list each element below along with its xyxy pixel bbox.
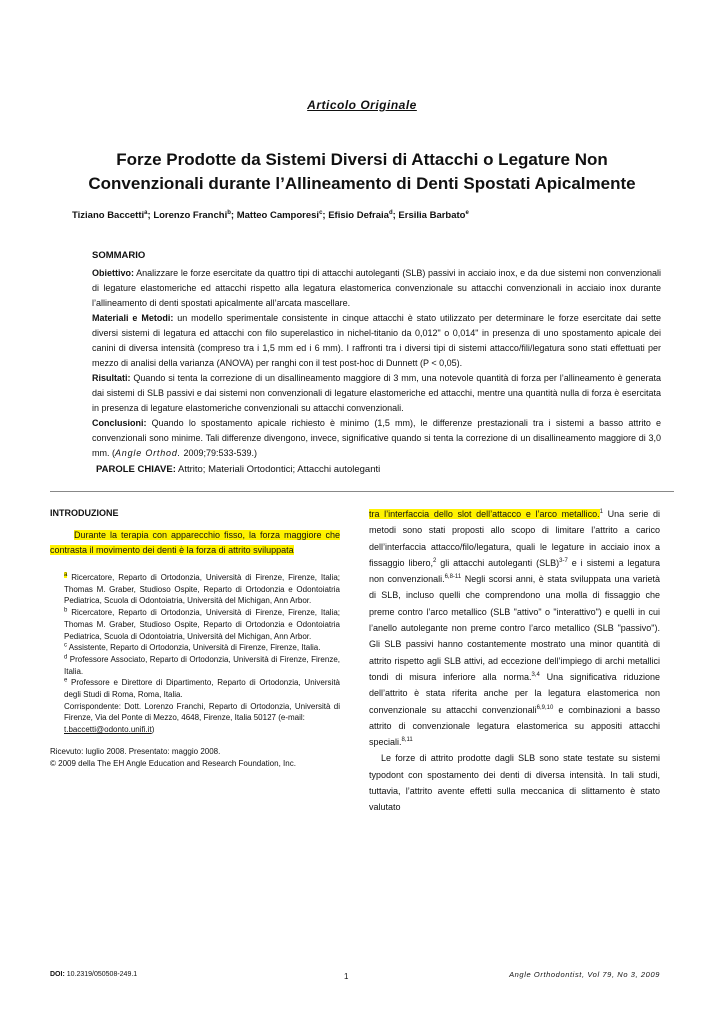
email-link[interactable]: t.baccetti@odonto.unifi.it: [64, 725, 152, 735]
title-line-2: Convenzionali durante l’Allineamento di Denti Spostati Apicalmente: [88, 174, 636, 193]
copyright-notice: © 2009 della The EH Angle Education and Research Foundation, Inc.: [50, 758, 296, 768]
introduction-body: [50, 528, 340, 558]
corresponding-end: ): [151, 725, 155, 735]
author-affiliation-mark: d: [388, 209, 393, 216]
author-name: Matteo Camporesi: [236, 210, 320, 221]
affiliation-mark: c: [64, 642, 67, 649]
author-affiliation-mark: a: [144, 209, 148, 216]
introduction-continued: [369, 506, 660, 816]
results-label: Risultati:: [92, 373, 131, 383]
affiliation-mark: d: [64, 654, 68, 661]
footer-journal: Angle Orthodontist, Vol 79, No 3, 2009: [509, 970, 660, 979]
citation-ref: 2: [432, 557, 437, 564]
introduction-heading: INTRODUZIONE: [50, 508, 119, 518]
author-name: Ersilia Barbato: [398, 210, 466, 221]
keywords-text: Attrito; Materiali Ortodontici; Attacchi autoleganti: [175, 464, 381, 475]
body-text: gli attacchi autoleganti (SLB): [436, 557, 560, 568]
author-name: Tiziano Baccetti: [72, 210, 145, 221]
citation-details: 2009;79:533-539.): [180, 448, 257, 458]
body-text: e i sistemi a legatura non convenzionali.: [369, 557, 660, 585]
corresponding-text: Corrispondente: Dott. Lorenzo Franchi, Reparto di Ortodonzia, Università di Firenze, Via del Ponte di Mezzo, 4648, Firenze, Italia 50127 (e-mail:: [64, 701, 340, 723]
section-divider: [50, 491, 674, 492]
title-line-1: Forze Prodotte da Sistemi Diversi di Attacchi o Legature Non: [116, 150, 608, 169]
conclusions-label: Conclusioni:: [92, 418, 147, 428]
affiliation-text: Assistente, Reparto di Ortodonzia, Università di Firenze, Firenze, Italia.: [67, 643, 321, 653]
citation-journal: Angle Orthod.: [115, 448, 181, 458]
body-text: Negli scorsi anni, è stata sviluppata una varietà di SLB, incluso quelli che comprendono una molla di fissaggio che preme contro l’arco metallico (SLB "attivo" o "interattivo") e quelli in cui l’anello autolegante non preme contro l’arco metallico (SLB "passivo"). Gli SLB passivi hanno costantemente mostrato una minor quantità di attrito rispetto agli SLB attivi, ad eccezione dell’impiego di archi metallici tondi di misura inferiore alla norma.: [369, 574, 660, 682]
corresponding-author: [50, 701, 340, 736]
doi-value: 10.2319/050508-249.1: [64, 971, 138, 978]
author-separator: ;: [230, 210, 237, 221]
citation-ref: 6,9,10: [536, 704, 554, 711]
author-affiliation-mark: c: [319, 209, 323, 216]
citation-ref: 3-7: [559, 557, 568, 564]
abstract-body: [92, 266, 661, 461]
highlighted-text: tra l’interfaccia dello slot dell’attacco e l’arco metallico.: [369, 509, 600, 519]
author-separator: ;: [147, 210, 154, 221]
affiliation-b: [50, 607, 340, 642]
author-name: Efisio Defraia: [328, 210, 389, 221]
section-label: Articolo Originale: [307, 98, 417, 112]
affiliation-mark: e: [64, 677, 68, 684]
highlighted-text: Durante la terapia con apparecchio fisso, la forza maggiore che contrasta il movimento dei denti è la forza di attrito sviluppata: [50, 530, 340, 555]
right-paragraph-2: Le forze di attrito prodotte dagli SLB sono state testate su sistemi typodont con spostamento dei denti di diversa intensità. In tali studi, tuttavia, l’attrito avente effetti sulla meccanica di slittamento è stato valutato: [369, 753, 660, 813]
abstract-heading: SOMMARIO: [92, 250, 146, 261]
abstract-objective: [92, 266, 661, 311]
footer-doi: [50, 971, 137, 978]
right-paragraph-1: [369, 506, 660, 750]
body-text: Una serie di metodi sono stati proposti allo scopo di limitare l’attrito a carico dell’interfaccia attacco/filo/legatura, quali le legature in acciaio inox a fissaggio libero,: [369, 509, 660, 568]
affiliation-mark: b: [64, 607, 68, 614]
publication-dates: [50, 746, 340, 769]
keywords-label: PAROLE CHIAVE:: [96, 464, 176, 475]
affiliation-text: Professore e Direttore di Dipartimento, Reparto di Ortodonzia, Università degli Studi di Roma, Roma, Italia.: [64, 678, 340, 700]
results-text: Quando si tenta la correzione di un disallineamento maggiore di 3 mm, una notevole quantità di forza per l’allineamento è generata dai sistemi di SLB passivi e dai sistemi non convenzionali di legature elastomeriche ed attacchi, mentre una quantità nulla di forza è esercitata in presenza di legature elastomeriche convenzionali su attacchi convenzionali.: [92, 373, 661, 413]
author-name: Lorenzo Franchi: [153, 210, 228, 221]
affiliation-e: [50, 677, 340, 700]
page-number: 1: [344, 972, 349, 981]
doi-label: DOI:: [50, 971, 65, 978]
citation-ref: 1: [599, 509, 604, 515]
abstract-results: [92, 371, 661, 416]
affiliations-footnote: [50, 572, 340, 736]
article-title: [60, 148, 664, 196]
keywords: [96, 464, 380, 475]
author-separator: ;: [322, 210, 329, 221]
body-text: e combinazioni a basso attrito di convenzionale legatura elastomerica su appositi attacchi speciali.: [369, 704, 660, 748]
received-date: Ricevuto: luglio 2008. Presentato: maggio 2008.: [50, 747, 221, 756]
citation-ref: 6,8-11: [444, 574, 462, 581]
abstract-methods: [92, 311, 661, 371]
citation-ref: 3,4: [531, 671, 540, 678]
methods-label: Materiali e Metodi:: [92, 313, 174, 323]
affiliation-a: [50, 572, 340, 607]
affiliation-mark: a: [64, 572, 68, 579]
affiliation-text: Ricercatore, Reparto di Ortodonzia, Università di Firenze, Firenze, Italia; Thomas M. Graber, Studioso Ospite, Reparto di Ortodonzia e Odontoiatria Pediatrica, Scuola di Odontoiatria, Università del Michigan, Ann Arbor.: [64, 573, 340, 606]
methods-text: un modello sperimentale consistente in cinque attacchi è stato utilizzato per determinare le forze esercitate dai sette diversi sistemi di legatura ed attacchi con filo superelastico in nichel-titanio da 0,012" o 0,014" in presenza di uno spostamento apicale dei canini di diversa intensità (compreso tra i 1,5 mm ed i 6 mm). I raffronti tra i diversi tipi di sistemi attacco/fili/legatura sono stati effettuati per mezzo di analisi della varianza (ANOVA) per ranghi con il test post-hoc di Dunnett (P < 0,05).: [92, 313, 661, 368]
affiliation-c: [50, 642, 340, 654]
author-separator: ;: [392, 210, 399, 221]
author-affiliation-mark: e: [465, 209, 469, 216]
affiliation-text: Ricercatore, Reparto di Ortodonzia, Università di Firenze, Firenze, Italia; Thomas M. Graber, Studioso Ospite, Reparto di Ortodonzia e Odontoiatria Pediatrica, Scuola di Odontoiatria, Università del Michigan, Ann Arbor.: [64, 608, 340, 641]
abstract-conclusions: [92, 416, 661, 461]
affiliation-d: [50, 654, 340, 677]
conclusions-text: Quando lo spostamento apicale richiesto è minimo (1,5 mm), le differenze prestazionali tra i sistemi a basso attrito e convenzionali sono minime. Tali differenze divengono, invece, significative quando si tenta la correzione di un disallineamento maggiore di 3,0 mm. (: [92, 418, 661, 458]
citation-ref: 8,11: [401, 737, 413, 744]
objective-text: Analizzare le forze esercitate da quattro tipi di attacchi autoleganti (SLB) passivi in acciaio inox, e da due sistemi non convenzionali di legature elastomeriche ed attacchi rispetto alla legatura elastomerica convenzionale su attacchi convenzionali in acciaio inox durante l’allineamento di denti spostati apicalmente all’arcata mascellare.: [92, 268, 661, 308]
author-affiliation-mark: b: [227, 209, 231, 216]
author-list: [72, 210, 672, 221]
objective-label: Obiettivo:: [92, 268, 134, 278]
affiliation-text: Professore Associato, Reparto di Ortodonzia, Università di Firenze, Firenze, Italia.: [64, 654, 340, 676]
body-text: Una significativa riduzione dell’attrito è stata riferita anche per la legatura elastomerica non convenzionale su attacchi convenzionali: [369, 671, 660, 715]
